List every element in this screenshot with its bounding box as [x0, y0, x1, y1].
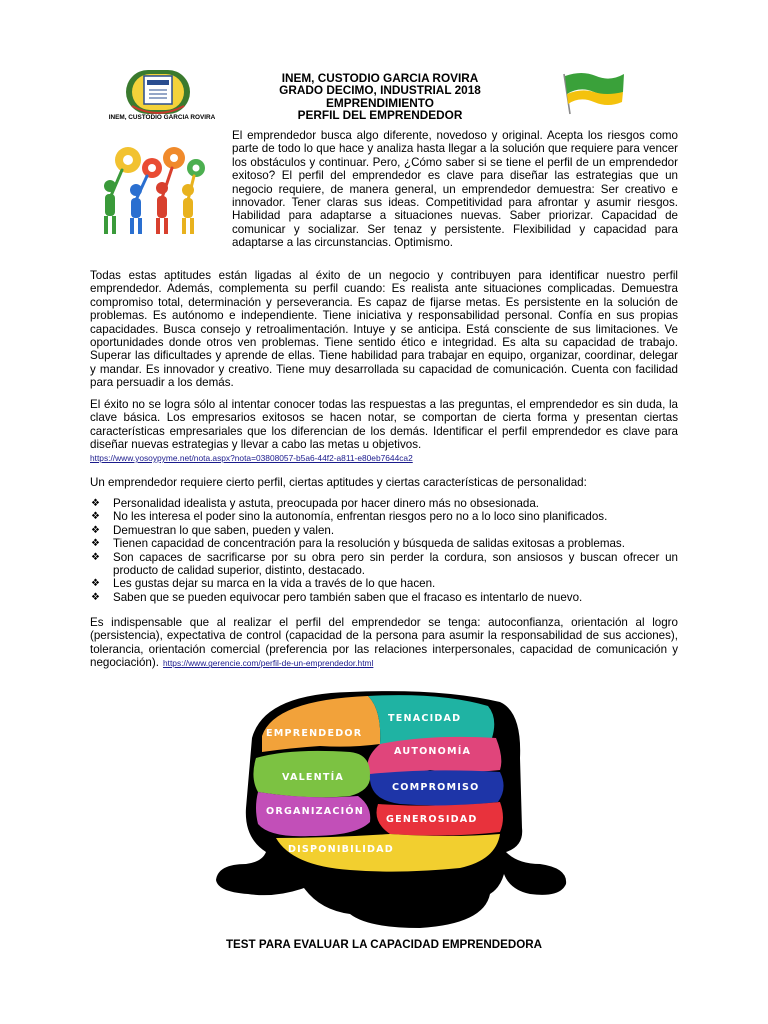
diamond-bullet-icon: ❖: [91, 591, 100, 603]
header-grade: GRADO DECIMO, INDUSTRIAL 2018: [279, 83, 481, 98]
intro-paragraph: El emprendedor busca algo diferente, novedoso y original. Acepta los riesgos como parte de todo lo que hace y analiza hasta llegar a la solución que requiere para vencer los obstáculos y continuar. Pero, ¿Cómo saber si se tiene el perfil de un emprendedor exitoso? El perfil del emprendedor es clave para diseñar las estrategias que un negocio requiere, de manera general, un emprendedor demuestra: Ser creativo e innovador. Tener claras sus ideas. Competitividad para afrontar y asumir riesgos. Habilidad para adaptarse a situaciones nuevas. Saber priorizar. Capacidad de comunicar y socializar. Ser tenaz y persistente. Flexibilidad y capacidad para adaptarse a las circunstancias. Optimismo.: [232, 129, 678, 250]
label-generosidad: GENEROSIDAD: [386, 814, 478, 825]
logo-caption: INEM, CUSTODIO GARCIA ROVIRA: [108, 114, 216, 121]
source-link-gerencie[interactable]: https://www.gerencie.com/perfil-de-un-emprendedor.html: [162, 658, 374, 669]
label-autonomia: AUTONOMÍA: [394, 746, 472, 757]
diamond-bullet-icon: ❖: [91, 538, 100, 550]
list-item: ❖ Personalidad idealista y astuta, preocupada por hacer dinero más no obsesionada.: [91, 497, 540, 510]
label-disponibilidad: DISPONIBILIDAD: [288, 844, 394, 855]
source-link-yosoypyme[interactable]: https://www.yosoypyme.net/nota.aspx?nota=03808057-b5a6-44f2-a811-e80eb7644ca2: [90, 453, 413, 463]
diamond-bullet-icon: ❖: [91, 524, 100, 536]
header-subject: EMPRENDIMIENTO: [326, 95, 434, 110]
header-school: INEM, CUSTODIO GARCIA ROVIRA: [281, 71, 479, 85]
list-item: ❖ Demuestran lo que saben, pueden y valen.: [91, 523, 335, 537]
aptitudes-paragraph: Todas estas aptitudes están ligadas al éxito de un negocio y contribuyen para identificar nuestro perfil emprendedor. Además, complementa su perfil cuando: Es realista ante situaciones complicadas. Demuestra compromiso total, determinación y perseverancia. Es capaz de fijarse metas. Es persistente en la solución de problemas. Es autónomo e independiente. Tiene iniciativa y responsabilidad personal. Confía en sus propias capacidades. Busca consejo y retroalimentación. Intuye y se anticipa. Está consciente de sus limitaciones. Ve oportunidades donde otros ven problemas. Tiene sentido ético e integridad. Es alta su capacidad de trabajo. Superar las dificultades y aprende de ellas. Tiene habilidad para trabajar en equipo, organizar, coordinar, delegar y mandar. Es innovador y creativo. Tiene muy desarrollada su capacidad de comunicación. Cuenta con facilidad para persuadir a los demás.: [90, 269, 678, 390]
test-title: TEST PARA EVALUAR LA CAPACIDAD EMPRENDEDORA: [225, 938, 543, 951]
header-topic: PERFIL DEL EMPRENDEDOR: [297, 108, 463, 123]
profile-intro-paragraph: Un emprendedor requiere cierto perfil, ciertas aptitudes y ciertas características de personalidad:: [90, 476, 587, 489]
diamond-bullet-icon: ❖: [91, 578, 100, 590]
label-valentia: VALENTÍA: [282, 772, 345, 783]
success-paragraph: El éxito no se logra sólo al intentar conocer todas las respuestas a las preguntas, el emprendedor es sin duda, la clave básica. Los empresarios exitosos se hacen notar, se comportan de cierta forma y presentan ciertas características empresariales que los diferencian de los demás. Identificar el perfil emprendedor es clave para diseñar nuevas estrategias y llevar a cabo las metas u objetivos.: [90, 398, 678, 452]
label-emprendedor: EMPRENDEDOR: [266, 728, 363, 739]
document-header: [230, 72, 530, 122]
list-item: ❖ Son capaces de sacrificarse por su obra pero sin perder la cordura, son ansiosos y buscan ofrecer un producto de calidad superior, distinto, destacado.: [91, 550, 678, 578]
diamond-bullet-icon: ❖: [91, 511, 100, 523]
characteristics-list: [90, 497, 678, 604]
list-item: ❖ Saben que se pueden equivocar pero también saben que el fracaso es intentarlo de nuevo.: [91, 590, 583, 604]
gears-team-illustration: [92, 140, 220, 240]
list-item: ❖ Tienen capacidad de concentración para la resolución y búsqueda de salidas exitosas a problemas.: [91, 537, 625, 551]
school-logo: [92, 68, 232, 130]
label-tenacidad: TENACIDAD: [388, 713, 462, 724]
requirements-paragraph: Es indispensable que al realizar el perfil del emprendedor se tenga: autoconfianza, orientación al logro (persistencia), expectativa de control (capacidad de la persona para asumir la responsabilidad de sus acciones), tolerancia, orientación comercial (preferencia por las relaciones interpersonales, capacidad de comunicación y negociación). https://www.gerencie.com/perfil-de-un-emprendedor.html: [90, 616, 678, 670]
list-item: ❖ No les interesa el poder sino la autonomía, enfrentan riesgos pero no a lo loco sino planificados.: [91, 510, 608, 524]
label-compromiso: COMPROMISO: [392, 782, 480, 793]
diamond-bullet-icon: ❖: [91, 498, 100, 509]
region-emprendedor: [262, 696, 380, 752]
diamond-bullet-icon: ❖: [91, 551, 100, 563]
list-item: ❖ Les gustas dejar su marca en la vida a través de lo que hacen.: [91, 577, 436, 591]
colombia-flag-icon: [556, 68, 628, 116]
entrepreneur-brain-diagram: [200, 688, 580, 928]
label-organizacion: ORGANIZACIÓN: [266, 806, 365, 817]
